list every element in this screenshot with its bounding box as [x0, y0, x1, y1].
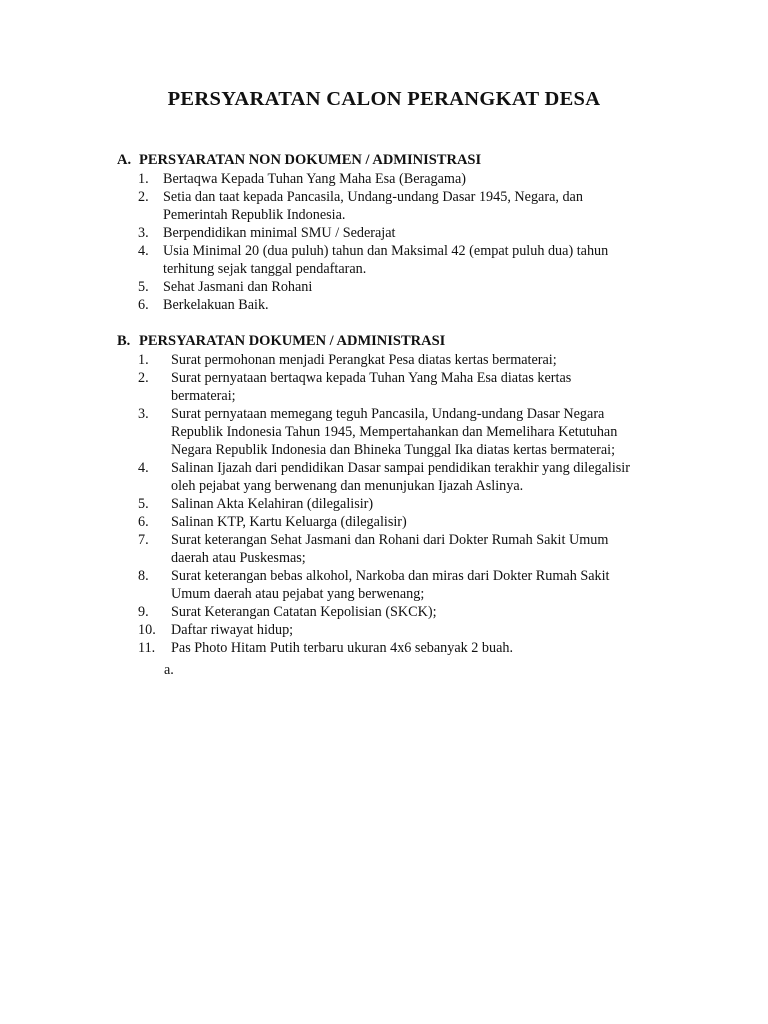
list-item	[138, 188, 608, 224]
item-number: 11.	[138, 640, 156, 656]
list-item	[138, 351, 630, 369]
item-text: daerah atau Puskesmas;	[171, 550, 306, 566]
item-text: Pemerintah Republik Indonesia.	[163, 207, 346, 223]
item-text: Surat keterangan Sehat Jasmani dan Rohani dari Dokter Rumah Sakit Umum	[171, 532, 609, 548]
section-b-letter: B.	[117, 333, 131, 349]
item-text: Berpendidikan minimal SMU / Sederajat	[163, 225, 396, 241]
item-text: Salinan KTP, Kartu Keluarga (dilegalisir)	[171, 514, 407, 530]
item-number: 5.	[138, 279, 149, 295]
item-number: 9.	[138, 604, 149, 620]
item-number: 4.	[138, 243, 149, 259]
list-item	[138, 242, 608, 278]
item-number: 3.	[138, 406, 149, 422]
list-item	[138, 495, 630, 513]
item-text: Surat pernyataan memegang teguh Pancasila, Undang-undang Dasar Negara	[171, 406, 605, 422]
item-text: Surat permohonan menjadi Perangkat Pesa diatas kertas bermaterai;	[171, 352, 557, 368]
item-number: 4.	[138, 460, 149, 476]
section-a-title: PERSYARATAN NON DOKUMEN / ADMINISTRASI	[139, 152, 482, 168]
list-item	[138, 603, 630, 621]
item-text: Salinan Akta Kelahiran (dilegalisir)	[171, 496, 374, 512]
list-item	[138, 369, 630, 405]
item-text: Sehat Jasmani dan Rohani	[163, 279, 313, 295]
item-number: 7.	[138, 532, 149, 548]
list-item	[138, 621, 630, 639]
list-item	[138, 405, 630, 459]
item-number: 1.	[138, 352, 149, 368]
section-a-heading	[117, 152, 481, 169]
section-b-title: PERSYARATAN DOKUMEN / ADMINISTRASI	[139, 333, 446, 349]
list-item	[138, 278, 608, 296]
item-text: Surat keterangan bebas alkohol, Narkoba dan miras dari Dokter Rumah Sakit	[171, 568, 610, 584]
section-b-list	[138, 351, 630, 657]
item-text: Pas Photo Hitam Putih terbaru ukuran 4x6 sebanyak 2 buah.	[171, 640, 514, 656]
item-number: 5.	[138, 496, 149, 512]
item-number: 1.	[138, 171, 149, 187]
item-number: 10.	[138, 622, 156, 638]
item-text: Republik Indonesia Tahun 1945, Mempertahankan dan Memelihara Ketutuhan	[171, 424, 618, 440]
item-number: 3.	[138, 225, 149, 241]
item-text: Salinan Ijazah dari pendidikan Dasar sampai pendidikan terakhir yang dilegalisir	[171, 460, 630, 476]
document-title: PERSYARATAN CALON PERANGKAT DESA	[167, 88, 601, 110]
list-item	[138, 531, 630, 567]
list-item	[138, 567, 630, 603]
item-text: Surat Keterangan Catatan Kepolisian (SKCK);	[171, 604, 437, 620]
section-b-heading	[117, 333, 445, 350]
item-text: Bertaqwa Kepada Tuhan Yang Maha Esa (Beragama)	[163, 171, 466, 187]
item-text: Usia Minimal 20 (dua puluh) tahun dan Maksimal 42 (empat puluh dua) tahun	[163, 243, 609, 259]
list-item	[138, 459, 630, 495]
item-text: Umum daerah atau pejabat yang berwenang;	[171, 586, 425, 602]
item-text: Daftar riwayat hidup;	[171, 622, 294, 638]
list-item	[138, 224, 608, 242]
section-a-letter: A.	[117, 152, 132, 168]
item-number: 2.	[138, 189, 149, 205]
item-number: 2.	[138, 370, 149, 386]
list-item	[138, 296, 608, 314]
item-number: 6.	[138, 297, 149, 313]
item-number: 8.	[138, 568, 149, 584]
item-text: bermaterai;	[171, 388, 236, 404]
section-a-list	[138, 170, 608, 314]
list-item	[138, 170, 608, 188]
item-text: oleh pejabat yang berwenang dan menunjukan Ijazah Aslinya.	[171, 478, 524, 494]
item-text: Setia dan taat kepada Pancasila, Undang-undang Dasar 1945, Negara, dan	[163, 189, 583, 205]
list-item	[138, 513, 630, 531]
trailing-sub-item: a.	[164, 662, 174, 678]
item-text: Negara Republik Indonesia dan Bhineka Tunggal Ika diatas kertas bermaterai;	[171, 442, 616, 458]
item-text: Surat pernyataan bertaqwa kepada Tuhan Yang Maha Esa diatas kertas	[171, 370, 572, 386]
list-item	[138, 639, 630, 657]
item-text: Berkelakuan Baik.	[163, 297, 269, 313]
item-text: terhitung sejak tanggal pendaftaran.	[163, 261, 367, 277]
item-number: 6.	[138, 514, 149, 530]
